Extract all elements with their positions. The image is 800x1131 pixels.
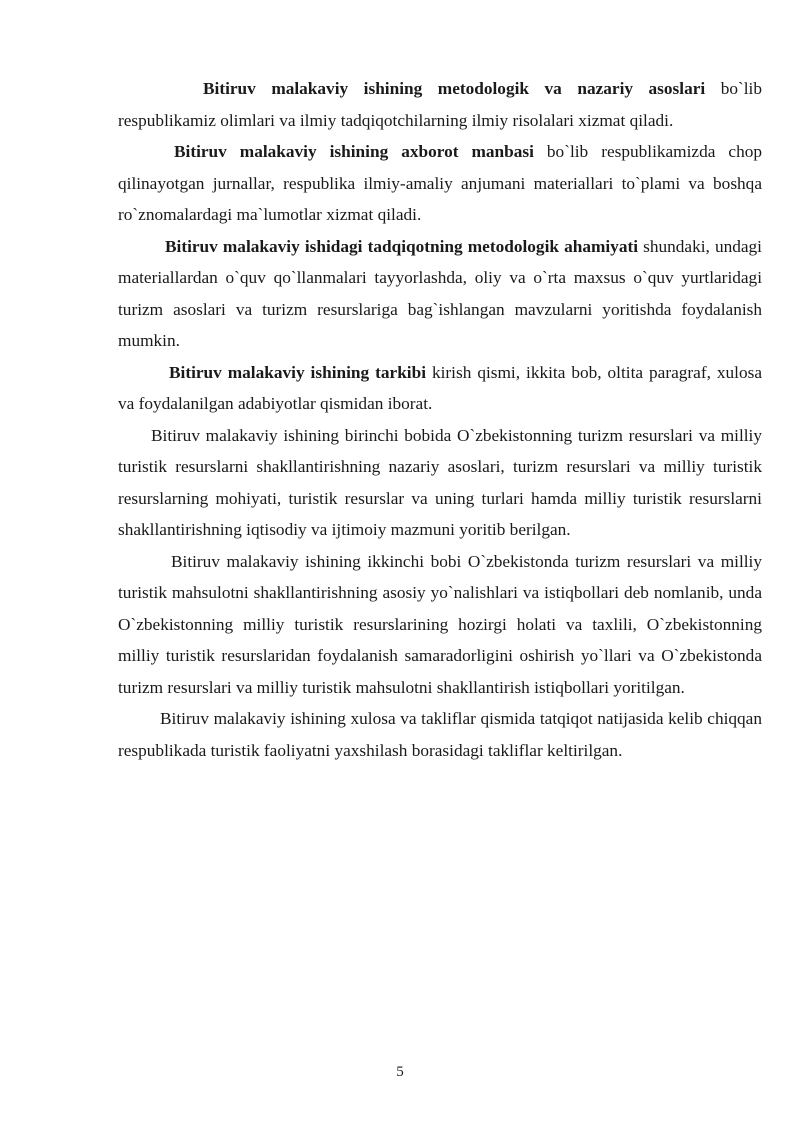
paragraph-text: kirish qismi, ikkita bob, oltita paragraf, xulosa va foydalanilgan adabiyotlar qismidan iborat.: [118, 362, 762, 413]
paragraph-text: Bitiruv malakaviy ishining birinchi bobida O`zbekistonning turizm resurslari va milliy turistik resurslarni shakllantirishning nazariy asoslari, turizm resurslari va milliy turistik resurslarning mohiyati, turistik resurslar va uning turlari hamda milliy turistik resurslarni shakllantirishning iqtisodiy va ijtimoiy mazmuni yoritib berilgan.: [118, 425, 762, 539]
paragraph-heading: Bitiruv malakaviy ishining tarkibi: [169, 362, 427, 382]
paragraph-heading: Bitiruv malakaviy ishidagi tadqiqotning metodologik ahamiyati: [165, 236, 639, 256]
page-number: 5: [396, 1064, 404, 1080]
paragraph-text: shundaki, undagi materiallardan o`quv qo`llanmalari tayyorlashda, oliy va o`rta maxsus o`quv yurtlaridagi turizm asoslari va turizm resurslariga bag`ishlangan mavzularni yoritishda foydalanish mumkin.: [118, 236, 762, 350]
paragraph-text: bo`lib respublikamiz olimlari va ilmiy tadqiqotchilarning ilmiy risolalari xizmat qiladi.: [118, 79, 762, 130]
paragraph-heading: Bitiruv malakaviy ishining axborot manbasi: [174, 142, 534, 161]
paragraph-text: Bitiruv malakaviy ishining xulosa va takliflar qismida tatqiqot natijasida kelib chiqqan respublikada turistik faoliyatni yaxshilash borasidagi takliflar keltirilgan.: [118, 709, 762, 760]
paragraph-methodological-basis: [118, 73, 762, 136]
body-text: [118, 73, 762, 766]
paragraph-second-chapter: [118, 546, 762, 704]
paragraph-information-source: [118, 136, 762, 231]
paragraph-structure: [118, 357, 762, 420]
paragraph-heading: Bitiruv malakaviy ishining metodologik va nazariy asoslari: [203, 79, 706, 98]
paragraph-text: bo`lib respublikamizda chop qilinayotgan jurnallar, respublika ilmiy-amaliy anjumani materiallari to`plami va boshqa ro`znomalardagi ma`lumotlar xizmat qiladi.: [118, 142, 762, 224]
paragraph-methodological-significance: [118, 231, 762, 357]
paragraph-text: Bitiruv malakaviy ishining ikkinchi bobi O`zbekistonda turizm resurslari va milliy turistik mahsulotni shakllantirishning asosiy yo`nalishlari va istiqbollari deb nomlanib, unda O`zbekistonning milliy turistik resurslarining hozirgi holati va taxlili, O`zbekistonning milliy turistik resurslaridan foydalanish samaradorligini oshirish yo`llari va O`zbekistonda turizm resurslari va milliy turistik mahsulotni shakllantirish istiqbollari yoritilgan.: [118, 551, 762, 697]
paragraph-conclusion: [118, 703, 762, 766]
paragraph-first-chapter: [118, 420, 762, 546]
